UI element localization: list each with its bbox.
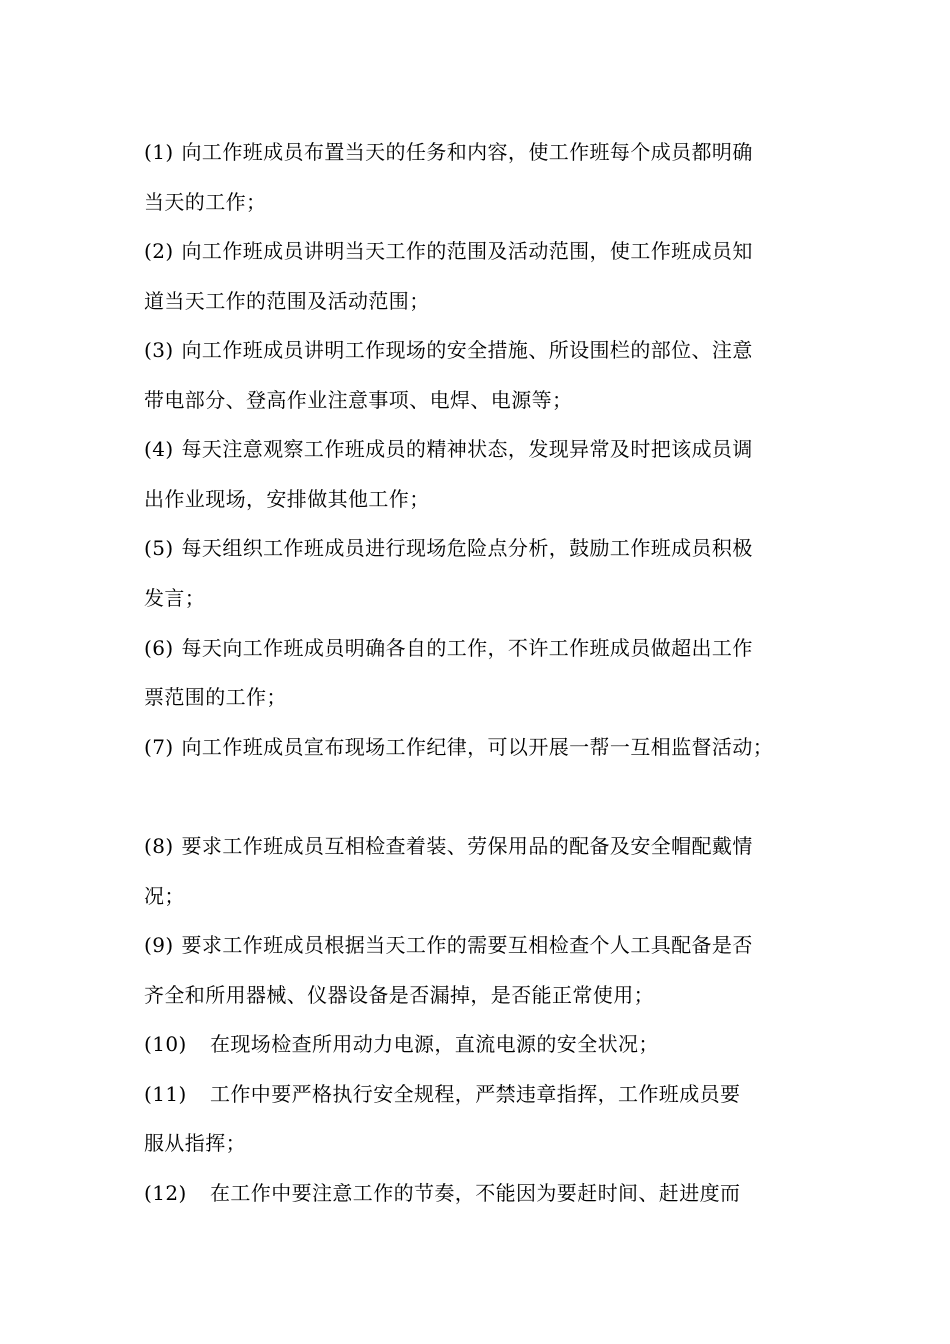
item-text: 向工作班成员宣布现场工作纪律，可以开展一帮一互相监督活动； [181,735,774,759]
item-text: 要求工作班成员根据当天工作的需要互相检查个人工具配备是否 [181,933,753,957]
item-number: (7) [144,735,174,759]
item-number: (11) [144,1082,187,1106]
item-text: 每天组织工作班成员进行现场危险点分析，鼓励工作班成员积极 [181,536,753,560]
item-text: 出作业现场，安排做其他工作； [144,487,430,511]
item-number: (10) [144,1032,187,1056]
list-item-12-line-1 [144,1181,740,1205]
item-text: 况； [144,884,185,908]
item-text: 服从指挥； [144,1131,246,1155]
list-item-6-line-2 [144,685,287,709]
list-item-7-line-1 [144,735,773,759]
item-text: 齐全和所用器械、仪器设备是否漏掉，是否能正常使用； [144,983,654,1007]
list-item-2-line-1 [144,239,753,263]
item-number: (9) [144,933,174,957]
list-item-5-line-1 [144,536,753,560]
item-text: 发言； [144,586,206,610]
list-item-11-line-1 [144,1082,740,1106]
item-text: 要求工作班成员互相检查着装、劳保用品的配备及安全帽配戴情 [181,834,753,858]
list-item-3-line-2 [144,388,572,412]
list-item-1-line-2 [144,190,266,214]
item-text: 每天注意观察工作班成员的精神状态，发现异常及时把该成员调 [181,437,753,461]
item-text: 每天向工作班成员明确各自的工作，不许工作班成员做超出工作 [181,636,753,660]
item-text: 当天的工作； [144,190,267,214]
item-text: 向工作班成员布置当天的任务和内容，使工作班每个成员都明确 [181,140,753,164]
list-item-3-line-1 [144,338,753,362]
item-text: 道当天工作的范围及活动范围； [144,289,430,313]
item-text: 票范围的工作； [144,685,287,709]
list-item-10-line-1 [144,1032,659,1056]
list-item-11-line-2 [144,1131,246,1155]
list-item-2-line-2 [144,289,430,313]
list-item-4-line-1 [144,437,753,461]
item-text: 向工作班成员讲明当天工作的范围及活动范围，使工作班成员知 [181,239,753,263]
list-item-8-line-2 [144,884,185,908]
item-text: 在现场检查所用动力电源，直流电源的安全状况； [210,1032,659,1056]
list-item-9-line-1 [144,933,753,957]
item-number: (6) [144,636,174,660]
list-item-4-line-2 [144,487,430,511]
item-number: (3) [144,338,174,362]
list-item-6-line-1 [144,636,753,660]
item-text: 带电部分、登高作业注意事项、电焊、电源等； [144,388,573,412]
item-number: (5) [144,536,174,560]
item-number: (8) [144,834,174,858]
item-text: 向工作班成员讲明工作现场的安全措施、所设围栏的部位、注意 [181,338,753,362]
list-item-9-line-2 [144,983,654,1007]
item-number: (2) [144,239,174,263]
item-number: (12) [144,1181,187,1205]
list-item-5-line-2 [144,586,205,610]
item-text: 在工作中要注意工作的节奏，不能因为要赶时间、赶进度而 [210,1181,741,1205]
list-item-1-line-1 [144,140,753,164]
item-text: 工作中要严格执行安全规程，严禁违章指挥，工作班成员要 [210,1082,741,1106]
list-item-8-line-1 [144,834,753,858]
item-number: (1) [144,140,174,164]
item-number: (4) [144,437,174,461]
